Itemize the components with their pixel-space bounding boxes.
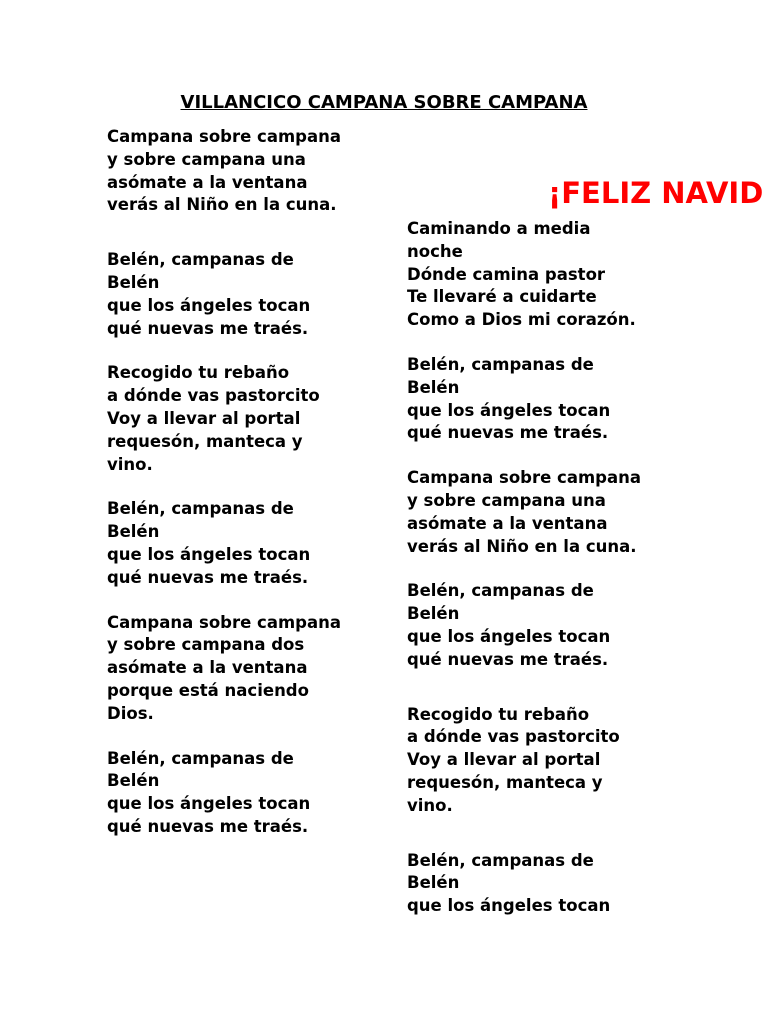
lyric-line: Como a Dios mi corazón.	[407, 310, 636, 330]
lyric-line: Belén	[407, 604, 460, 624]
lyric-line: y sobre campana una	[107, 149, 306, 169]
lyric-line: Belén, campanas de	[407, 354, 594, 374]
lyric-line: que los ángeles tocan	[107, 794, 311, 814]
lyric-line: que los ángeles tocan	[107, 295, 311, 315]
lyric-line: asómate a la ventana	[107, 658, 308, 678]
stanza	[107, 498, 377, 589]
lyric-line: Dios.	[107, 703, 154, 723]
lyric-line: qué nuevas me traés.	[407, 649, 609, 669]
lyric-line: Belén	[107, 771, 160, 791]
stanza	[407, 218, 677, 332]
lyric-line: Caminando a media	[407, 219, 591, 238]
lyric-line: Voy a llevar al portal	[407, 750, 601, 770]
stanza	[407, 704, 677, 818]
stanza	[107, 748, 377, 839]
lyric-line: Campana sobre campana	[107, 612, 341, 632]
right-column	[407, 218, 677, 918]
lyric-line: que los ángeles tocan	[407, 400, 611, 420]
lyric-line: Belén	[107, 522, 160, 542]
lyric-line: Recogido tu rebaño	[107, 363, 290, 383]
lyric-line: requesón, manteca y	[107, 431, 303, 451]
lyric-line: que los ángeles tocan	[107, 544, 311, 564]
lyric-line: vino.	[107, 454, 153, 474]
stanza	[407, 467, 677, 558]
page-title: VILLANCICO CAMPANA SOBRE CAMPANA	[180, 92, 588, 113]
lyric-line: Belén	[407, 377, 460, 397]
lyric-line: a dónde vas pastorcito	[407, 727, 620, 747]
lyric-line: porque está naciendo	[107, 680, 309, 700]
stanza	[107, 612, 377, 726]
lyric-line: Belén, campanas de	[407, 581, 594, 601]
stanza	[407, 580, 677, 671]
lyric-line: y sobre campana una	[407, 490, 606, 510]
feliz-navidad-heading: ¡FELIZ NAVID	[548, 176, 764, 210]
lyric-line: a dónde vas pastorcito	[107, 386, 320, 406]
stanza	[107, 126, 377, 217]
lyric-line: asómate a la ventana	[107, 172, 308, 192]
lyric-line: requesón, manteca y	[407, 772, 603, 792]
lyric-line: Voy a llevar al portal	[107, 408, 301, 428]
lyric-line: Belén, campanas de	[107, 250, 294, 270]
lyric-line: Campana sobre campana	[107, 127, 341, 146]
lyric-line: noche	[407, 241, 463, 261]
lyric-line: y sobre campana dos	[107, 635, 305, 655]
lyric-line: Belén, campanas de	[407, 850, 594, 870]
lyric-line: que los ángeles tocan	[407, 896, 611, 916]
lyric-line: asómate a la ventana	[407, 513, 608, 533]
lyric-line: Campana sobre campana	[407, 468, 641, 488]
stanza	[107, 249, 377, 340]
stanza	[407, 354, 677, 445]
lyric-line: qué nuevas me traés.	[107, 567, 309, 587]
lyric-line: Dónde camina pastor	[407, 264, 606, 284]
lyric-line: Belén	[407, 873, 460, 893]
lyric-line: Belén, campanas de	[107, 499, 294, 519]
lyric-line: qué nuevas me traés.	[407, 423, 609, 443]
lyric-line: Recogido tu rebaño	[407, 704, 590, 724]
lyric-line: verás al Niño en la cuna.	[107, 195, 337, 215]
lyric-line: vino.	[407, 795, 453, 815]
lyric-line: Belén, campanas de	[107, 748, 294, 768]
lyric-line: Belén	[107, 272, 160, 292]
lyric-line: que los ángeles tocan	[407, 626, 611, 646]
stanza	[407, 850, 677, 918]
lyric-line: Te llevaré a cuidarte	[407, 287, 597, 307]
stanza	[107, 362, 377, 476]
left-column	[107, 126, 377, 839]
lyric-line: verás al Niño en la cuna.	[407, 536, 637, 556]
lyric-line: qué nuevas me traés.	[107, 816, 309, 836]
lyric-line: qué nuevas me traés.	[107, 318, 309, 338]
